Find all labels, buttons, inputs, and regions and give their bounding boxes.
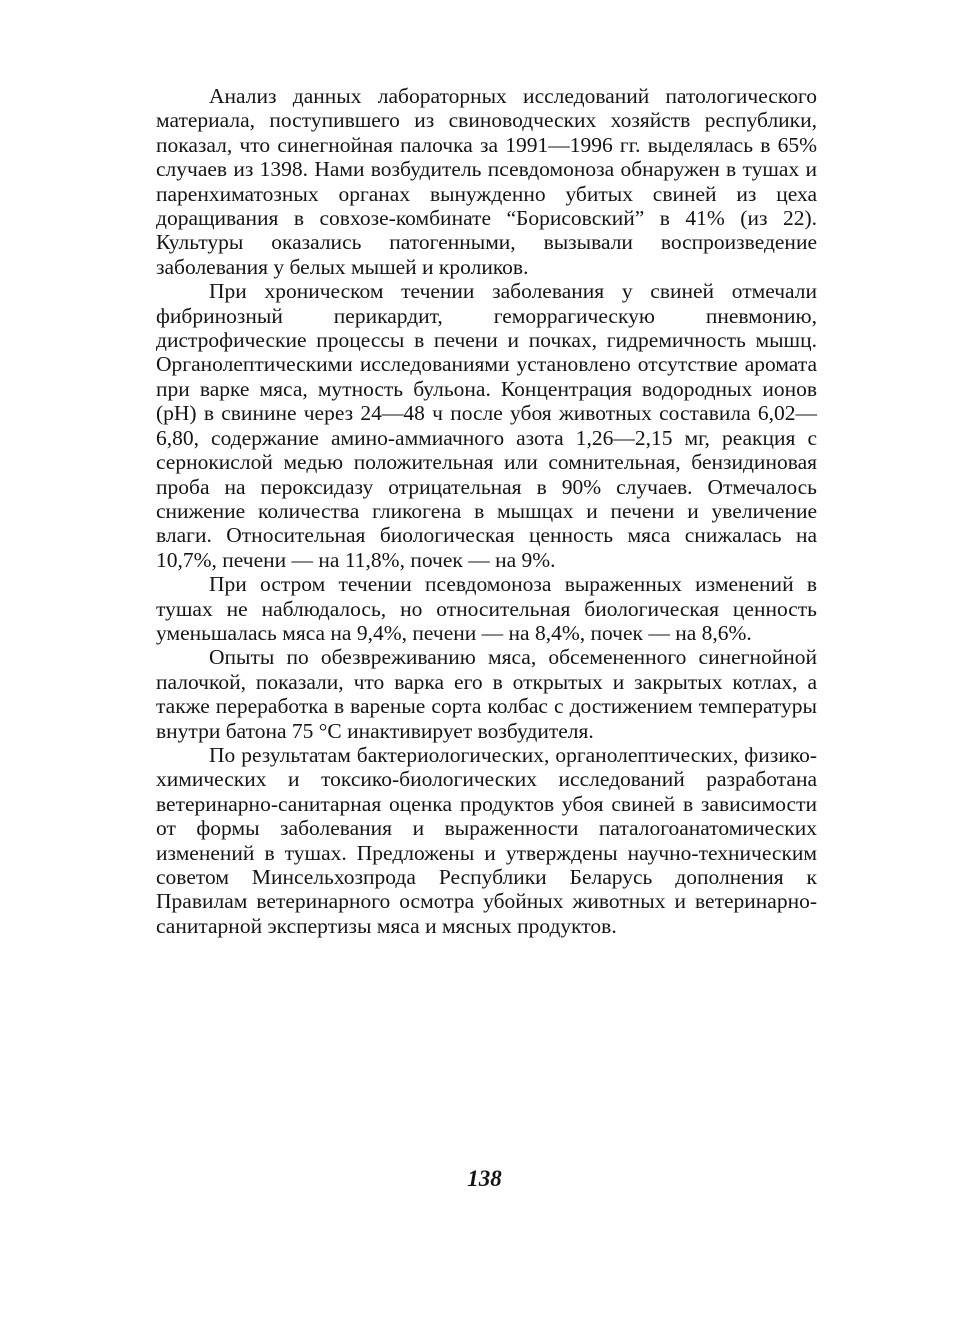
paragraph-4: Опыты по обезвреживанию мяса, обсемененного синегнойной палочкой, показали, что варка его в открытых и закрытых котлах, а также переработка в вареные сорта колбас с достижением температуры внутри батона 75 °С инактивирует возбудителя. <box>156 645 817 743</box>
paragraph-1: Анализ данных лабораторных исследований патологического материала, поступившего из свиноводческих хозяйств республики, показал, что синегнойная палочка за 1991—1996 гг. выделялась в 65% случаев из 1398. Нами возбудитель псевдомоноза обнаружен в тушах и паренхиматозных органах вынужденно убитых свиней из цеха доращивания в совхозе-комбинате “Борисовский” в 41% (из 22). Культуры оказались патогенными, вызывали воспроизведение заболевания у белых мышей и кроликов. <box>156 84 817 279</box>
page-number: 138 <box>467 1166 502 1191</box>
body-text <box>156 84 817 938</box>
paragraph-5: По результатам бактериологических, органолептических, физико-химических и токсико-биологических исследований разработана ветеринарно-санитарная оценка продуктов убоя свиней в зависимости от формы заболевания и выраженности паталогоанатомических изменений в тушах. Предложены и утверждены научно-техническим советом Минсельхозпрода Республики Беларусь дополнения к Правилам ветеринарного осмотра убойных животных и ветеринарно-санитарной экспертизы мяса и мясных продуктов. <box>156 742 817 938</box>
paragraph-3: При остром течении псевдомоноза выраженных изменений в тушах не наблюдалось, но относительная биологическая ценность уменьшалась мяса на 9,4%, печени — на 8,4%, почек — на 8,6%. <box>156 572 817 645</box>
paragraph-2: При хроническом течении заболевания у свиней отмечали фибринозный перикардит, геморрагическую пневмонию, дистрофические процессы в печени и почках, гидремичность мышц. Органолептическими исследованиями установлено отсутствие аромата при варке мяса, мутность бульона. Концентрация водородных ионов (рН) в свинине через 24—48 ч после убоя животных составила 6,02—6,80, содержание амино-аммиачного азота 1,26—2,15 мг, реакция с сернокислой медью положительная или сомнительная, бензидиновая проба на пероксидазу отрицательная в 90% случаев. Отмечалось снижение количества гликогена в мышцах и печени и увеличение влаги. Относительная биологическая ценность мяса снижалась на 10,7%, печени — на 11,8%, почек — на 9%. <box>156 279 817 572</box>
